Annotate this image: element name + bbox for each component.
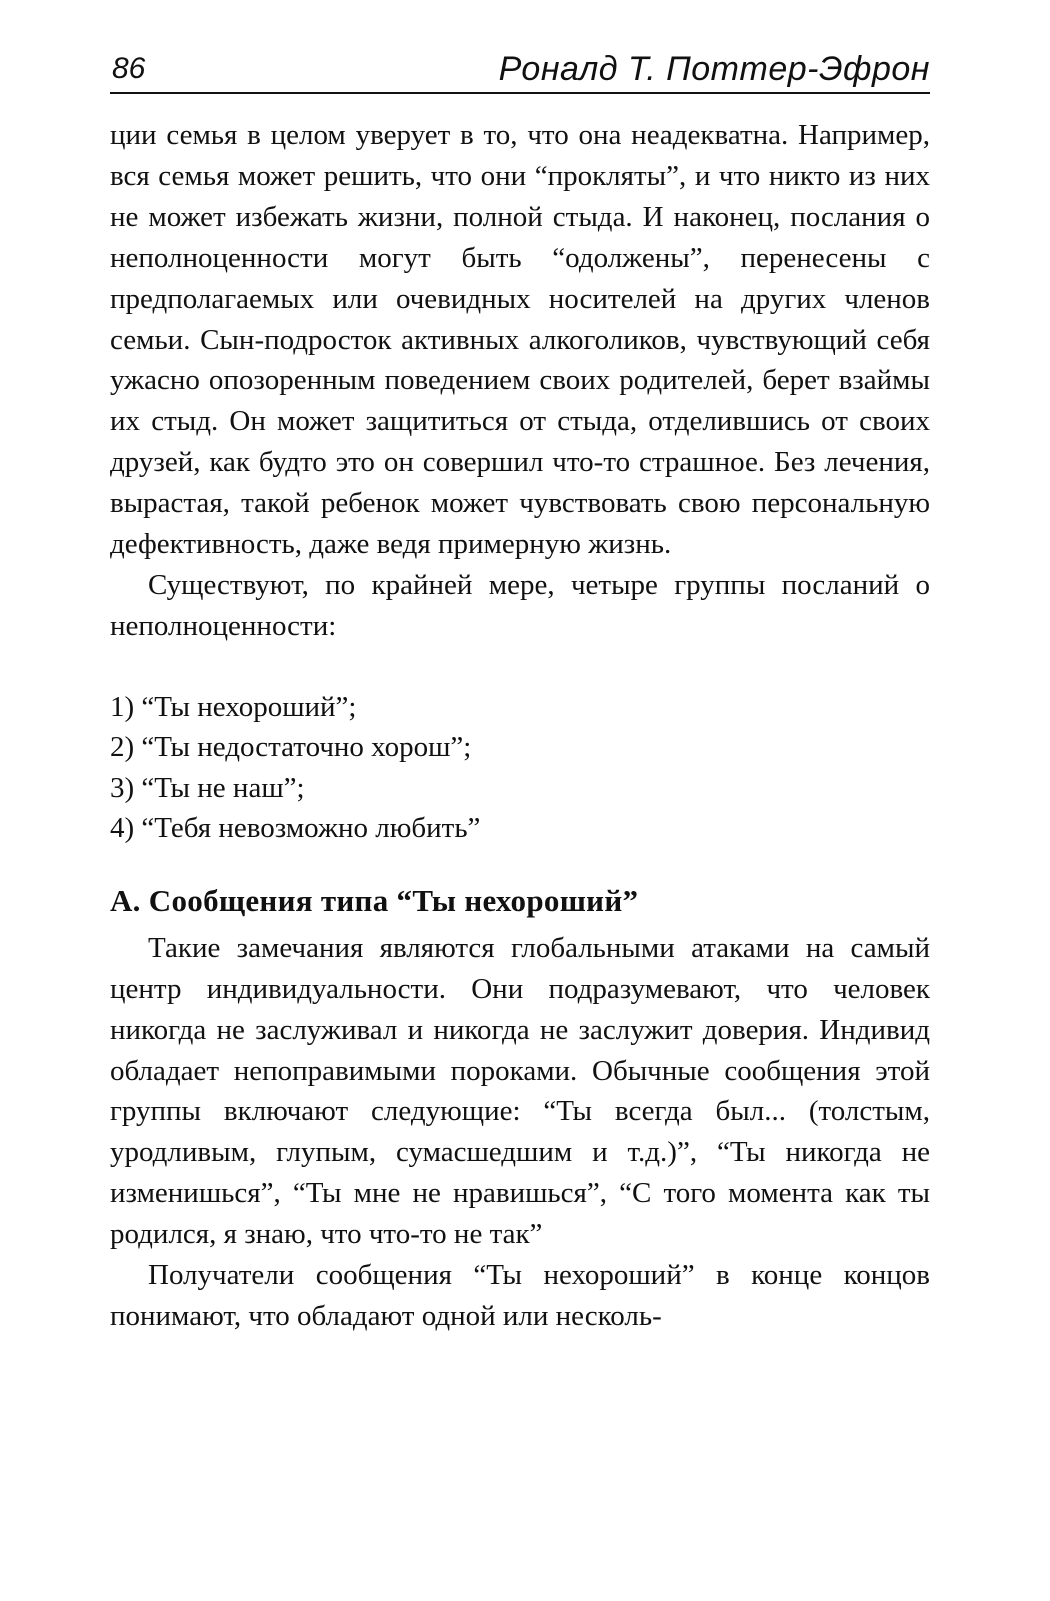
section-heading: А. Сообщения типа “Ты нехороший” [110,882,639,918]
message-groups-list [110,687,930,849]
list-item: 4) “Тебя невозможно любить” [110,812,481,845]
running-title: Роналд Т. Поттер-Эфрон [498,50,930,88]
section-paragraph: Получатели сообщения “Ты нехороший” в конце концов понимают, что обладают одной или несколь- [110,1259,930,1332]
list-item: 1) “Ты нехороший”; [110,690,357,723]
section-paragraph: Такие замечания являются глобальными атаками на самый центр индивидуальности. Они подразумевают, что человек никогда не заслуживал и никогда не заслужит доверия. Индивид обладает непоправимыми пороками. Обычные сообщения этой группы включают следующие: “Ты всегда был... (толстым, уродливым, глупым, сумасшедшим и т.д.)”, “Ты никогда не изменишься”, “Ты мне не нравишься”, “С того момента как ты родился, я знаю, что что-то не так” [110,931,930,1251]
paragraph-continued: ции семья в целом уверует в то, что она неадекватна. Например, вся семья может решить, что они “прокляты”, и что никто из них не может избежать жизни, полной стыда. И наконец, послания о неполноценности могут быть “одолжены”, перенесены с предполагаемых или очевидных носителей на других членов семьи. Сын-подросток активных алкоголиков, чувствующий себя ужасно опозоренным поведением своих родителей, берет взаймы их стыд. Он может защититься от стыда, отделившись от своих друзей, как будто это он совершил что-то страшное. Без лечения, вырастая, такой ребенок может чувствовать свою персональную дефективность, даже ведя примерную жизнь. [110,119,930,561]
list-item: 2) “Ты недостаточно хорош”; [110,731,472,764]
page-body [110,115,930,1337]
page-header [110,48,930,94]
paragraph-groups-intro: Существуют, по крайней мере, четыре группы посланий о неполноценности: [110,568,930,642]
list-item: 3) “Ты не наш”; [110,771,305,804]
page-number: 86 [112,52,146,85]
